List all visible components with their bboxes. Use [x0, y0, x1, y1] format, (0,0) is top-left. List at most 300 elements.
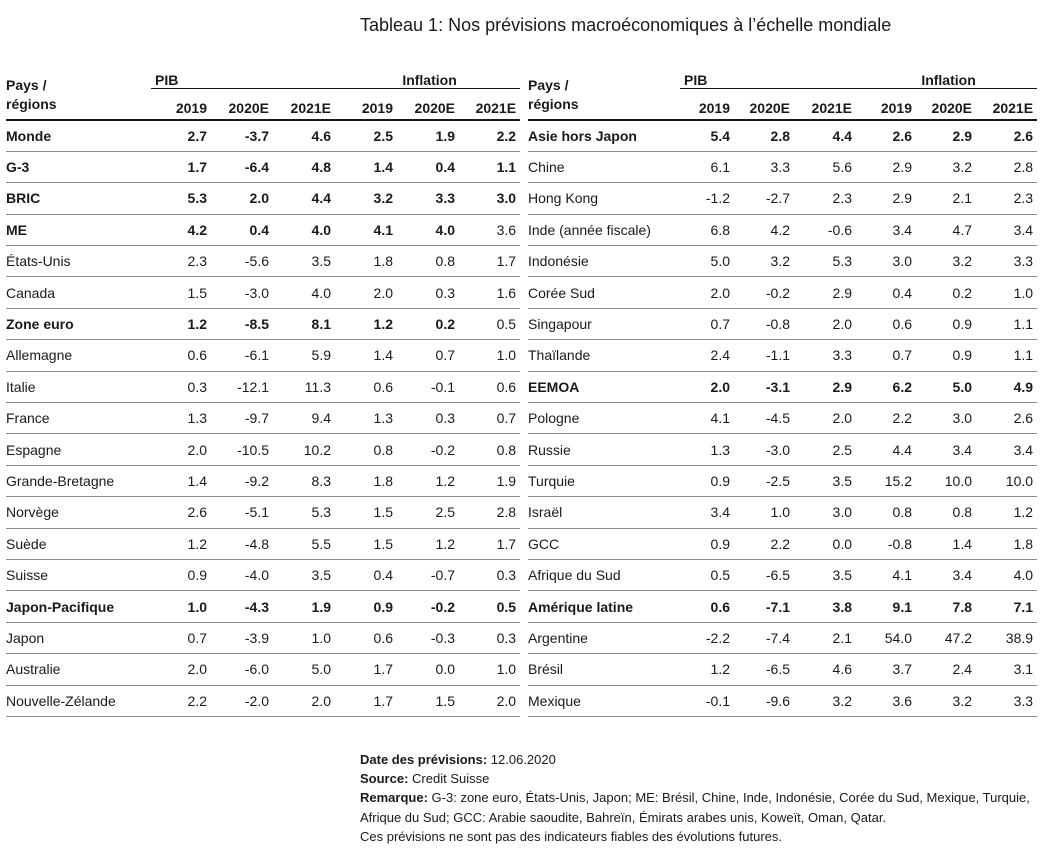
- table-cell: 4.1: [856, 559, 916, 590]
- year-header: 2020E: [397, 89, 459, 121]
- table-cell: 1.2: [397, 528, 459, 559]
- table-cell: 1.0: [734, 497, 794, 528]
- table-cell: 2.0: [151, 654, 211, 685]
- table-cell: 0.6: [856, 308, 916, 339]
- table-cell: 5.0: [273, 654, 335, 685]
- table-cell: 0.8: [397, 246, 459, 277]
- table-cell: 4.4: [856, 434, 916, 465]
- table-cell: 3.2: [335, 183, 397, 214]
- table-cell: 4.6: [273, 120, 335, 151]
- row-label: Australie: [6, 654, 151, 685]
- table-cell: 0.4: [335, 559, 397, 590]
- table-cell: 5.3: [794, 246, 856, 277]
- table-cell: 2.3: [976, 183, 1037, 214]
- row-label: Argentine: [528, 622, 680, 653]
- group-header-inflation: Inflation: [335, 64, 520, 89]
- table-cell: -9.6: [734, 685, 794, 716]
- table-cell: 0.5: [459, 308, 520, 339]
- row-label: Allemagne: [6, 340, 151, 371]
- table-cell: 1.0: [459, 340, 520, 371]
- table-cell: -9.7: [211, 403, 273, 434]
- table-cell: 2.2: [459, 120, 520, 151]
- table-cell: 1.0: [459, 654, 520, 685]
- table-row: [528, 277, 1037, 308]
- table-cell: 0.3: [459, 622, 520, 653]
- table-cell: -6.0: [211, 654, 273, 685]
- column-header-pays: [6, 64, 151, 120]
- table-cell: 1.1: [976, 308, 1037, 339]
- table-cell: 4.0: [976, 559, 1037, 590]
- table-row: [528, 622, 1037, 653]
- table-cell: 0.0: [794, 528, 856, 559]
- remark-line: [360, 788, 1040, 826]
- table-cell: -10.5: [211, 434, 273, 465]
- table-cell: 3.2: [794, 685, 856, 716]
- table-cell: -0.7: [397, 559, 459, 590]
- table-cell: 2.0: [459, 685, 520, 716]
- table-cell: 3.7: [856, 654, 916, 685]
- table-cell: -3.1: [734, 371, 794, 402]
- table-cell: -2.0: [211, 685, 273, 716]
- table-cell: -5.6: [211, 246, 273, 277]
- pays-label-line2: régions: [528, 95, 579, 112]
- table-row: [528, 340, 1037, 371]
- row-label: Nouvelle-Zélande: [6, 685, 151, 716]
- table-cell: -8.5: [211, 308, 273, 339]
- row-label: Zone euro: [6, 308, 151, 339]
- table-cell: 0.7: [856, 340, 916, 371]
- row-label: Italie: [6, 371, 151, 402]
- table-cell: 2.3: [794, 183, 856, 214]
- row-label: Afrique du Sud: [528, 559, 680, 590]
- row-label: Japon-Pacifique: [6, 591, 151, 622]
- table-cell: -7.4: [734, 622, 794, 653]
- table-cell: 2.5: [335, 120, 397, 151]
- table-cell: 1.2: [151, 528, 211, 559]
- table-cell: 3.4: [680, 497, 734, 528]
- pays-label-line1: Pays /: [6, 76, 47, 93]
- table-cell: -0.1: [397, 371, 459, 402]
- row-label: Canada: [6, 277, 151, 308]
- table-cell: 1.7: [335, 685, 397, 716]
- table-cell: -4.5: [734, 403, 794, 434]
- left-table-body: [6, 120, 520, 716]
- table-cell: 1.2: [680, 654, 734, 685]
- table-cell: -4.3: [211, 591, 273, 622]
- table-cell: 0.8: [335, 434, 397, 465]
- table-cell: 2.6: [976, 403, 1037, 434]
- table-cell: 4.0: [397, 214, 459, 245]
- table-cell: 0.8: [916, 497, 976, 528]
- table-row: [528, 465, 1037, 496]
- table-cell: 1.4: [916, 528, 976, 559]
- table-cell: 3.0: [794, 497, 856, 528]
- row-label: G-3: [6, 151, 151, 182]
- table-cell: 0.9: [916, 340, 976, 371]
- year-header: 2021E: [459, 89, 520, 121]
- table-cell: 0.6: [335, 622, 397, 653]
- table-cell: 2.5: [397, 497, 459, 528]
- row-label: Hong Kong: [528, 183, 680, 214]
- table-cell: 3.6: [459, 214, 520, 245]
- table-cell: 1.7: [459, 246, 520, 277]
- table-cell: -0.2: [734, 277, 794, 308]
- table-cell: 1.9: [273, 591, 335, 622]
- table-cell: 3.4: [916, 434, 976, 465]
- table-cell: 6.2: [856, 371, 916, 402]
- table-cell: 15.2: [856, 465, 916, 496]
- row-label: États-Unis: [6, 246, 151, 277]
- table-cell: 2.2: [151, 685, 211, 716]
- table-cell: 1.3: [151, 403, 211, 434]
- row-label: GCC: [528, 528, 680, 559]
- table-row: [6, 622, 520, 653]
- table-cell: -2.7: [734, 183, 794, 214]
- table-cell: -0.1: [680, 685, 734, 716]
- table-row: [6, 434, 520, 465]
- table-cell: 1.2: [335, 308, 397, 339]
- table-cell: 4.4: [794, 120, 856, 151]
- table-row: [6, 214, 520, 245]
- table-cell: 4.1: [680, 403, 734, 434]
- table-cell: 3.5: [794, 559, 856, 590]
- table-cell: -3.9: [211, 622, 273, 653]
- table-cell: 0.5: [459, 591, 520, 622]
- row-label: Suède: [6, 528, 151, 559]
- table-cell: 1.8: [335, 246, 397, 277]
- table-cell: -0.6: [794, 214, 856, 245]
- table-cell: 1.9: [459, 465, 520, 496]
- table-cell: 3.0: [459, 183, 520, 214]
- table-cell: -3.0: [211, 277, 273, 308]
- table-row: [528, 434, 1037, 465]
- group-header-pib: PIB: [680, 64, 856, 89]
- table-row: [6, 277, 520, 308]
- table-cell: 3.3: [976, 246, 1037, 277]
- table-cell: 2.0: [273, 685, 335, 716]
- table-cell: 8.1: [273, 308, 335, 339]
- table-cell: -0.2: [397, 591, 459, 622]
- row-label: EEMOA: [528, 371, 680, 402]
- table-cell: 3.0: [856, 246, 916, 277]
- table-cell: -0.8: [734, 308, 794, 339]
- table-cell: 2.7: [151, 120, 211, 151]
- table-cell: 4.6: [794, 654, 856, 685]
- table-cell: 1.9: [397, 120, 459, 151]
- row-label: Russie: [528, 434, 680, 465]
- table-cell: 1.5: [151, 277, 211, 308]
- column-header-pays: [528, 64, 680, 120]
- year-header: 2020E: [916, 89, 976, 121]
- table-row: [528, 591, 1037, 622]
- row-label: Inde (année fiscale): [528, 214, 680, 245]
- table-row: [6, 340, 520, 371]
- row-label: Monde: [6, 120, 151, 151]
- table-cell: 1.2: [397, 465, 459, 496]
- row-label: Grande-Bretagne: [6, 465, 151, 496]
- table-cell: 2.0: [680, 277, 734, 308]
- row-label: Asie hors Japon: [528, 120, 680, 151]
- row-label: Pologne: [528, 403, 680, 434]
- left-table-section: [6, 64, 520, 717]
- table-cell: 6.1: [680, 151, 734, 182]
- table-row: [6, 120, 520, 151]
- table-cell: 0.8: [856, 497, 916, 528]
- table-cell: -3.7: [211, 120, 273, 151]
- right-table-section: [528, 64, 1037, 717]
- table-cell: 3.5: [794, 465, 856, 496]
- year-header: 2021E: [273, 89, 335, 121]
- table-cell: 0.3: [397, 277, 459, 308]
- table-cell: 54.0: [856, 622, 916, 653]
- table-cell: 2.2: [734, 528, 794, 559]
- table-cell: 0.9: [680, 528, 734, 559]
- table-cell: 2.6: [976, 120, 1037, 151]
- table-cell: 2.1: [916, 183, 976, 214]
- table-cell: 47.2: [916, 622, 976, 653]
- table-cell: 10.0: [916, 465, 976, 496]
- disclaimer: Ces prévisions ne sont pas des indicateurs fiables des évolutions futures.: [360, 828, 783, 844]
- table-cell: 5.4: [680, 120, 734, 151]
- table-cell: 1.4: [335, 151, 397, 182]
- table-cell: 3.8: [794, 591, 856, 622]
- table-cell: 4.2: [151, 214, 211, 245]
- table-cell: 5.3: [273, 497, 335, 528]
- forecast-table-left: [6, 64, 520, 717]
- table-cell: 4.2: [734, 214, 794, 245]
- table-cell: 3.2: [916, 151, 976, 182]
- table-cell: -3.0: [734, 434, 794, 465]
- table-cell: -6.4: [211, 151, 273, 182]
- source-value: Credit Suisse: [412, 771, 490, 787]
- year-header: 2019: [856, 89, 916, 121]
- table-cell: 0.9: [335, 591, 397, 622]
- table-cell: 0.9: [916, 308, 976, 339]
- table-cell: 1.0: [151, 591, 211, 622]
- table-cell: 4.1: [335, 214, 397, 245]
- table-row: [6, 246, 520, 277]
- table-cell: 7.1: [976, 591, 1037, 622]
- table-cell: 3.5: [273, 559, 335, 590]
- table-cell: 1.4: [151, 465, 211, 496]
- table-cell: 4.4: [273, 183, 335, 214]
- table-row: [6, 308, 520, 339]
- table-row: [528, 308, 1037, 339]
- table-cell: 2.0: [680, 371, 734, 402]
- table-cell: 7.8: [916, 591, 976, 622]
- table-cell: 1.2: [151, 308, 211, 339]
- table-row: [528, 654, 1037, 685]
- table-cell: 5.3: [151, 183, 211, 214]
- table-cell: 3.3: [976, 685, 1037, 716]
- table-cell: 0.8: [459, 434, 520, 465]
- table-cell: -4.8: [211, 528, 273, 559]
- table-cell: 2.4: [680, 340, 734, 371]
- table-cell: -0.3: [397, 622, 459, 653]
- table-title: Tableau 1: Nos prévisions macroéconomiques à l’échelle mondiale: [360, 15, 892, 35]
- table-cell: 0.6: [680, 591, 734, 622]
- table-cell: 3.3: [734, 151, 794, 182]
- forecast-date-label: Date des prévisions:: [360, 752, 488, 767]
- table-cell: 0.4: [856, 277, 916, 308]
- row-label: Indonésie: [528, 246, 680, 277]
- table-cell: 1.3: [335, 403, 397, 434]
- table-cell: 2.8: [976, 151, 1037, 182]
- table-row: [528, 528, 1037, 559]
- table-cell: 2.0: [151, 434, 211, 465]
- table-cell: 9.1: [856, 591, 916, 622]
- table-cell: 3.4: [976, 214, 1037, 245]
- table-row: [6, 591, 520, 622]
- table-cell: -0.8: [856, 528, 916, 559]
- table-cell: 2.0: [794, 308, 856, 339]
- table-cell: 2.8: [459, 497, 520, 528]
- table-cell: 1.1: [976, 340, 1037, 371]
- year-header: 2019: [151, 89, 211, 121]
- row-label: Corée Sud: [528, 277, 680, 308]
- table-row: [528, 559, 1037, 590]
- table-cell: 2.6: [856, 120, 916, 151]
- remark-value: G-3: zone euro, États-Unis, Japon; ME: Brésil, Chine, Inde, Indonésie, Corée du Sud, Mexique, Turquie, Afrique du Sud; GCC: Arabie saoudite, Bahreïn, Émirats arabes unis, Koweït, Oman, Qatar.: [360, 790, 1030, 825]
- table-cell: 10.2: [273, 434, 335, 465]
- table-cell: 8.3: [273, 465, 335, 496]
- table-cell: 0.7: [680, 308, 734, 339]
- table-cell: 0.2: [916, 277, 976, 308]
- table-cell: 0.9: [680, 465, 734, 496]
- table-cell: 2.2: [856, 403, 916, 434]
- row-label: Brésil: [528, 654, 680, 685]
- table-cell: 5.0: [680, 246, 734, 277]
- table-cell: 1.5: [397, 685, 459, 716]
- table-cell: 0.6: [459, 371, 520, 402]
- table-cell: 3.2: [916, 685, 976, 716]
- table-cell: 0.0: [397, 654, 459, 685]
- table-cell: 3.1: [976, 654, 1037, 685]
- year-header: 2019: [335, 89, 397, 121]
- table-cell: 0.7: [151, 622, 211, 653]
- table-cell: 3.5: [273, 246, 335, 277]
- row-label: Thaïlande: [528, 340, 680, 371]
- table-cell: 0.5: [680, 559, 734, 590]
- table-row: [6, 497, 520, 528]
- table-cell: 2.5: [794, 434, 856, 465]
- table-cell: 0.3: [397, 403, 459, 434]
- row-label: Mexique: [528, 685, 680, 716]
- table-cell: 3.4: [916, 559, 976, 590]
- table-cell: -4.0: [211, 559, 273, 590]
- table-row: [528, 120, 1037, 151]
- table-cell: 1.0: [273, 622, 335, 653]
- table-row: [6, 403, 520, 434]
- source-label: Source:: [360, 771, 409, 787]
- year-header: 2020E: [211, 89, 273, 121]
- table-cell: 2.9: [916, 120, 976, 151]
- table-cell: 0.4: [397, 151, 459, 182]
- table-cell: 38.9: [976, 622, 1037, 653]
- table-row: [528, 685, 1037, 716]
- table-cell: 1.8: [335, 465, 397, 496]
- table-cell: -6.1: [211, 340, 273, 371]
- table-cell: 2.9: [794, 371, 856, 402]
- table-row: [6, 371, 520, 402]
- table-cell: 5.6: [794, 151, 856, 182]
- table-row: [6, 654, 520, 685]
- table-cell: 3.4: [856, 214, 916, 245]
- table-cell: -1.2: [680, 183, 734, 214]
- table-cell: 3.2: [916, 246, 976, 277]
- table-cell: 1.4: [335, 340, 397, 371]
- row-label: Suisse: [6, 559, 151, 590]
- table-cell: 1.3: [680, 434, 734, 465]
- table-cell: 3.6: [856, 685, 916, 716]
- table-cell: 3.0: [916, 403, 976, 434]
- table-cell: -2.5: [734, 465, 794, 496]
- year-header: 2020E: [734, 89, 794, 121]
- table-cell: 2.0: [335, 277, 397, 308]
- table-cell: 2.1: [794, 622, 856, 653]
- table-cell: 1.7: [151, 151, 211, 182]
- table-row: [6, 465, 520, 496]
- table-cell: -9.2: [211, 465, 273, 496]
- table-cell: 4.7: [916, 214, 976, 245]
- table-cell: 1.7: [335, 654, 397, 685]
- table-cell: 0.6: [151, 340, 211, 371]
- right-table-body: [528, 120, 1037, 716]
- row-label: BRIC: [6, 183, 151, 214]
- group-header-inflation: Inflation: [856, 64, 1037, 89]
- footnotes: [360, 750, 1040, 846]
- pays-label-line1: Pays /: [528, 76, 569, 93]
- table-cell: 1.2: [976, 497, 1037, 528]
- table-cell: 5.9: [273, 340, 335, 371]
- table-row: [528, 403, 1037, 434]
- table-cell: 0.2: [397, 308, 459, 339]
- table-cell: 0.6: [335, 371, 397, 402]
- table-cell: 4.8: [273, 151, 335, 182]
- table-cell: 5.5: [273, 528, 335, 559]
- table-cell: 6.8: [680, 214, 734, 245]
- forecast-date-value: 12.06.2020: [490, 752, 556, 767]
- table-cell: 4.0: [273, 214, 335, 245]
- table-cell: 0.7: [397, 340, 459, 371]
- table-row: [528, 246, 1037, 277]
- table-cell: 0.3: [151, 371, 211, 402]
- table-cell: 1.5: [335, 497, 397, 528]
- table-cell: -6.5: [734, 559, 794, 590]
- table-cell: -2.2: [680, 622, 734, 653]
- row-label: France: [6, 403, 151, 434]
- table-cell: 1.1: [459, 151, 520, 182]
- table-row: [6, 183, 520, 214]
- table-cell: 1.6: [459, 277, 520, 308]
- table-cell: 1.8: [976, 528, 1037, 559]
- table-cell: 0.7: [459, 403, 520, 434]
- year-header: 2021E: [794, 89, 856, 121]
- table-cell: 2.0: [211, 183, 273, 214]
- year-header: 2019: [680, 89, 734, 121]
- table-row: [528, 183, 1037, 214]
- table-cell: -12.1: [211, 371, 273, 402]
- table-cell: -5.1: [211, 497, 273, 528]
- table-row: [528, 214, 1037, 245]
- row-label: Israël: [528, 497, 680, 528]
- table-cell: 2.4: [916, 654, 976, 685]
- table-cell: 3.3: [794, 340, 856, 371]
- table-cell: -0.2: [397, 434, 459, 465]
- remark-label: Remarque:: [360, 790, 428, 806]
- table-row: [528, 151, 1037, 182]
- table-cell: 2.6: [151, 497, 211, 528]
